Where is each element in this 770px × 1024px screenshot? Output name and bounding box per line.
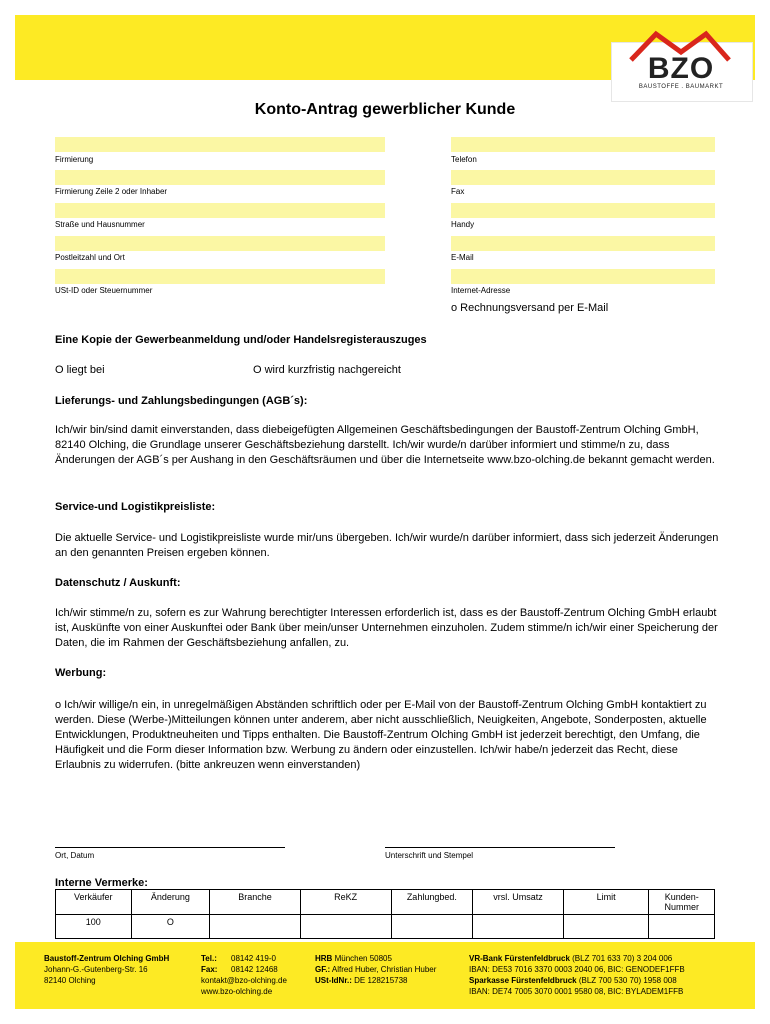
email-link[interactable]: kontakt@bzo-olching.de xyxy=(201,976,287,985)
bank2-blz: (BLZ 700 530 70) 1958 008 xyxy=(578,976,677,985)
field-label: Internet-Adresse xyxy=(451,286,511,295)
intern-table xyxy=(55,889,715,939)
gf-label: GF.: xyxy=(315,965,331,974)
field-label: Firmierung Zeile 2 oder Inhaber xyxy=(55,187,168,196)
kopie-heading: Eine Kopie der Gewerbeanmeldung und/oder Handelsregisterauszuges xyxy=(55,334,427,346)
table-header-cell: ReKZ xyxy=(300,890,391,915)
footer-address xyxy=(44,953,169,986)
unterschrift-label: Unterschrift und Stempel xyxy=(385,851,474,860)
gf-value: Alfred Huber, Christian Huber xyxy=(331,965,437,974)
fax-value: 08142 12468 xyxy=(231,965,278,974)
datenschutz-text: Ich/wir stimme/n zu, sofern es zur Wahrung berechtigter Interessen erforderlich ist, dass es der Baustoff-Zentrum Olching GmbH erlaubt ist, Auskünfte von einer Auskunftei oder Bank über mein/unser Unternehmen einzuholen. Zudem stimme/n ich/wir einer Speicherung der Daten, die im Rahmen der Geschäftsbeziehung anfallen, zu. xyxy=(55,607,718,649)
table-cell[interactable] xyxy=(563,915,649,939)
table-header-cell: vrsl. Umsatz xyxy=(473,890,564,915)
agb-text: Ich/wir bin/sind damit einverstanden, dass diebeigefügten Allgemeinen Geschäftsbedingungen der Baustoff-Zentrum Olching GmbH, 82140 Olching, die Grundlage unserer Geschäftsbeziehung darstellt. Ich/wir wurde/n darüber informiert und stimme/n zu, dass Änderungen der AGB´s per Aushang in den Geschäftsräumen und über die Internetseite www.bzo-olching.de bekannt gemacht werden. xyxy=(55,424,715,466)
table-header-row xyxy=(56,890,715,915)
bank1-blz: (BLZ 701 633 70) 3 204 006 xyxy=(572,954,673,963)
table-header-cell: Zahlungbed. xyxy=(391,890,473,915)
kopie-nachgereicht-checkbox[interactable]: O wird kurzfristig nachgereicht xyxy=(253,364,401,376)
table-cell[interactable] xyxy=(300,915,391,939)
field-label: Telefon xyxy=(451,155,477,164)
hrb-label: HRB xyxy=(315,954,333,963)
table-cell[interactable] xyxy=(210,915,301,939)
hrb-value: München 50805 xyxy=(334,954,392,963)
table-cell[interactable] xyxy=(391,915,473,939)
plz-ort-input[interactable] xyxy=(55,236,385,251)
strasse-input[interactable] xyxy=(55,203,385,218)
logo-text: BZO xyxy=(647,52,715,85)
kopie-liegt-bei-checkbox[interactable]: O liegt bei xyxy=(55,364,105,376)
footer-contact xyxy=(201,953,287,997)
footer-register xyxy=(315,953,436,986)
field-label: Handy xyxy=(451,220,475,229)
footer-company: Baustoff-Zentrum Olching GmbH xyxy=(44,954,170,963)
page-title: Konto-Antrag gewerblicher Kunde xyxy=(254,101,516,118)
service-heading: Service-und Logistikpreisliste: xyxy=(55,501,216,513)
rechnungsversand-checkbox[interactable]: o Rechnungsversand per E-Mail xyxy=(451,302,609,314)
datenschutz-heading: Datenschutz / Auskunft: xyxy=(55,577,181,589)
web-link[interactable]: www.bzo-olching.de xyxy=(201,987,273,996)
table-header-cell: Kunden-Nummer xyxy=(649,890,715,915)
ort-datum-label: Ort, Datum xyxy=(55,851,95,860)
table-cell[interactable]: O xyxy=(131,915,210,939)
tel-value: 08142 419-0 xyxy=(231,954,276,963)
bzo-logo xyxy=(611,30,751,100)
table-cell[interactable] xyxy=(473,915,564,939)
ort-datum-line[interactable] xyxy=(55,847,285,848)
logo-subtitle: BAUSTOFFE . BAUMARKT xyxy=(638,84,724,90)
fax-label: Fax: xyxy=(201,965,218,974)
field-label: USt-ID oder Steuernummer xyxy=(55,286,153,295)
agb-heading: Lieferungs- und Zahlungsbedingungen (AGB´s): xyxy=(55,395,308,407)
werbung-heading: Werbung: xyxy=(55,667,107,679)
intern-heading: Interne Vermerke: xyxy=(55,877,148,889)
bank1-iban: IBAN: DE53 7016 3370 0003 2040 06, BIC: GENODEF1FFB xyxy=(469,965,685,974)
bank1-label: VR-Bank Fürstenfeldbruck xyxy=(469,954,570,963)
tel-label: Tel.: xyxy=(201,954,217,963)
table-cell[interactable]: 100 xyxy=(56,915,132,939)
ust-label: USt-IdNr.: xyxy=(315,976,352,985)
table-header-cell: Branche xyxy=(210,890,301,915)
email-input[interactable] xyxy=(451,236,715,251)
table-cell[interactable] xyxy=(649,915,715,939)
bank2-label: Sparkasse Fürstenfeldbruck xyxy=(469,976,577,985)
footer-city: 82140 Olching xyxy=(44,976,96,985)
firmierung-input[interactable] xyxy=(55,137,385,152)
table-header-cell: Limit xyxy=(563,890,649,915)
table-header-cell: Verkäufer xyxy=(56,890,132,915)
service-text: Die aktuelle Service- und Logistikpreisliste wurde mir/uns übergeben. Ich/wir wurde/n darüber informiert, dass sich jederzeit Änderungen an den genannten Preisen ergeben können. xyxy=(55,532,719,559)
field-label: Firmierung xyxy=(55,155,94,164)
handy-input[interactable] xyxy=(451,203,715,218)
fax-input[interactable] xyxy=(451,170,715,185)
field-label: E-Mail xyxy=(451,253,474,262)
field-label: Postleitzahl und Ort xyxy=(55,253,125,262)
telefon-input[interactable] xyxy=(451,137,715,152)
field-label: Fax xyxy=(451,187,465,196)
ust-value: DE 128215738 xyxy=(354,976,408,985)
table-row xyxy=(56,915,715,939)
internet-input[interactable] xyxy=(451,269,715,284)
werbung-text: o Ich/wir willige/n ein, in unregelmäßigen Abständen schriftlich oder per E-Mail von der Baustoff-Zentrum Olching GmbH kontaktiert zu werden. Diese (Werbe-)Mitteilungen können unter anderem, aber nicht ausschließlich, Neuigkeiten, Angebote, Sonderposten, aktuelle Entwicklungen, Produktneuheiten und Tipps enthalten. Die Baustoff-Zentrum Olching GmbH ist jederzeit berechtigt, den Umfang, die Häufigkeit und die Form dieser Information bzw. Werbung zu ändern oder einzustellen. Ich/wir habe/n jederzeit das Recht, diese Erlaubnis zu widerrufen. (bitte ankreuzen wenn einverstanden) xyxy=(55,699,707,771)
footer-bank xyxy=(469,953,685,997)
table-header-cell: Änderung xyxy=(131,890,210,915)
unterschrift-line[interactable] xyxy=(385,847,615,848)
ust-id-input[interactable] xyxy=(55,269,385,284)
field-label: Straße und Hausnummer xyxy=(55,220,145,229)
bank2-iban: IBAN: DE74 7005 3070 0001 9580 08, BIC: BYLADEM1FFB xyxy=(469,987,684,996)
footer-street: Johann-G.-Gutenberg-Str. 16 xyxy=(44,965,148,974)
firmierung2-input[interactable] xyxy=(55,170,385,185)
